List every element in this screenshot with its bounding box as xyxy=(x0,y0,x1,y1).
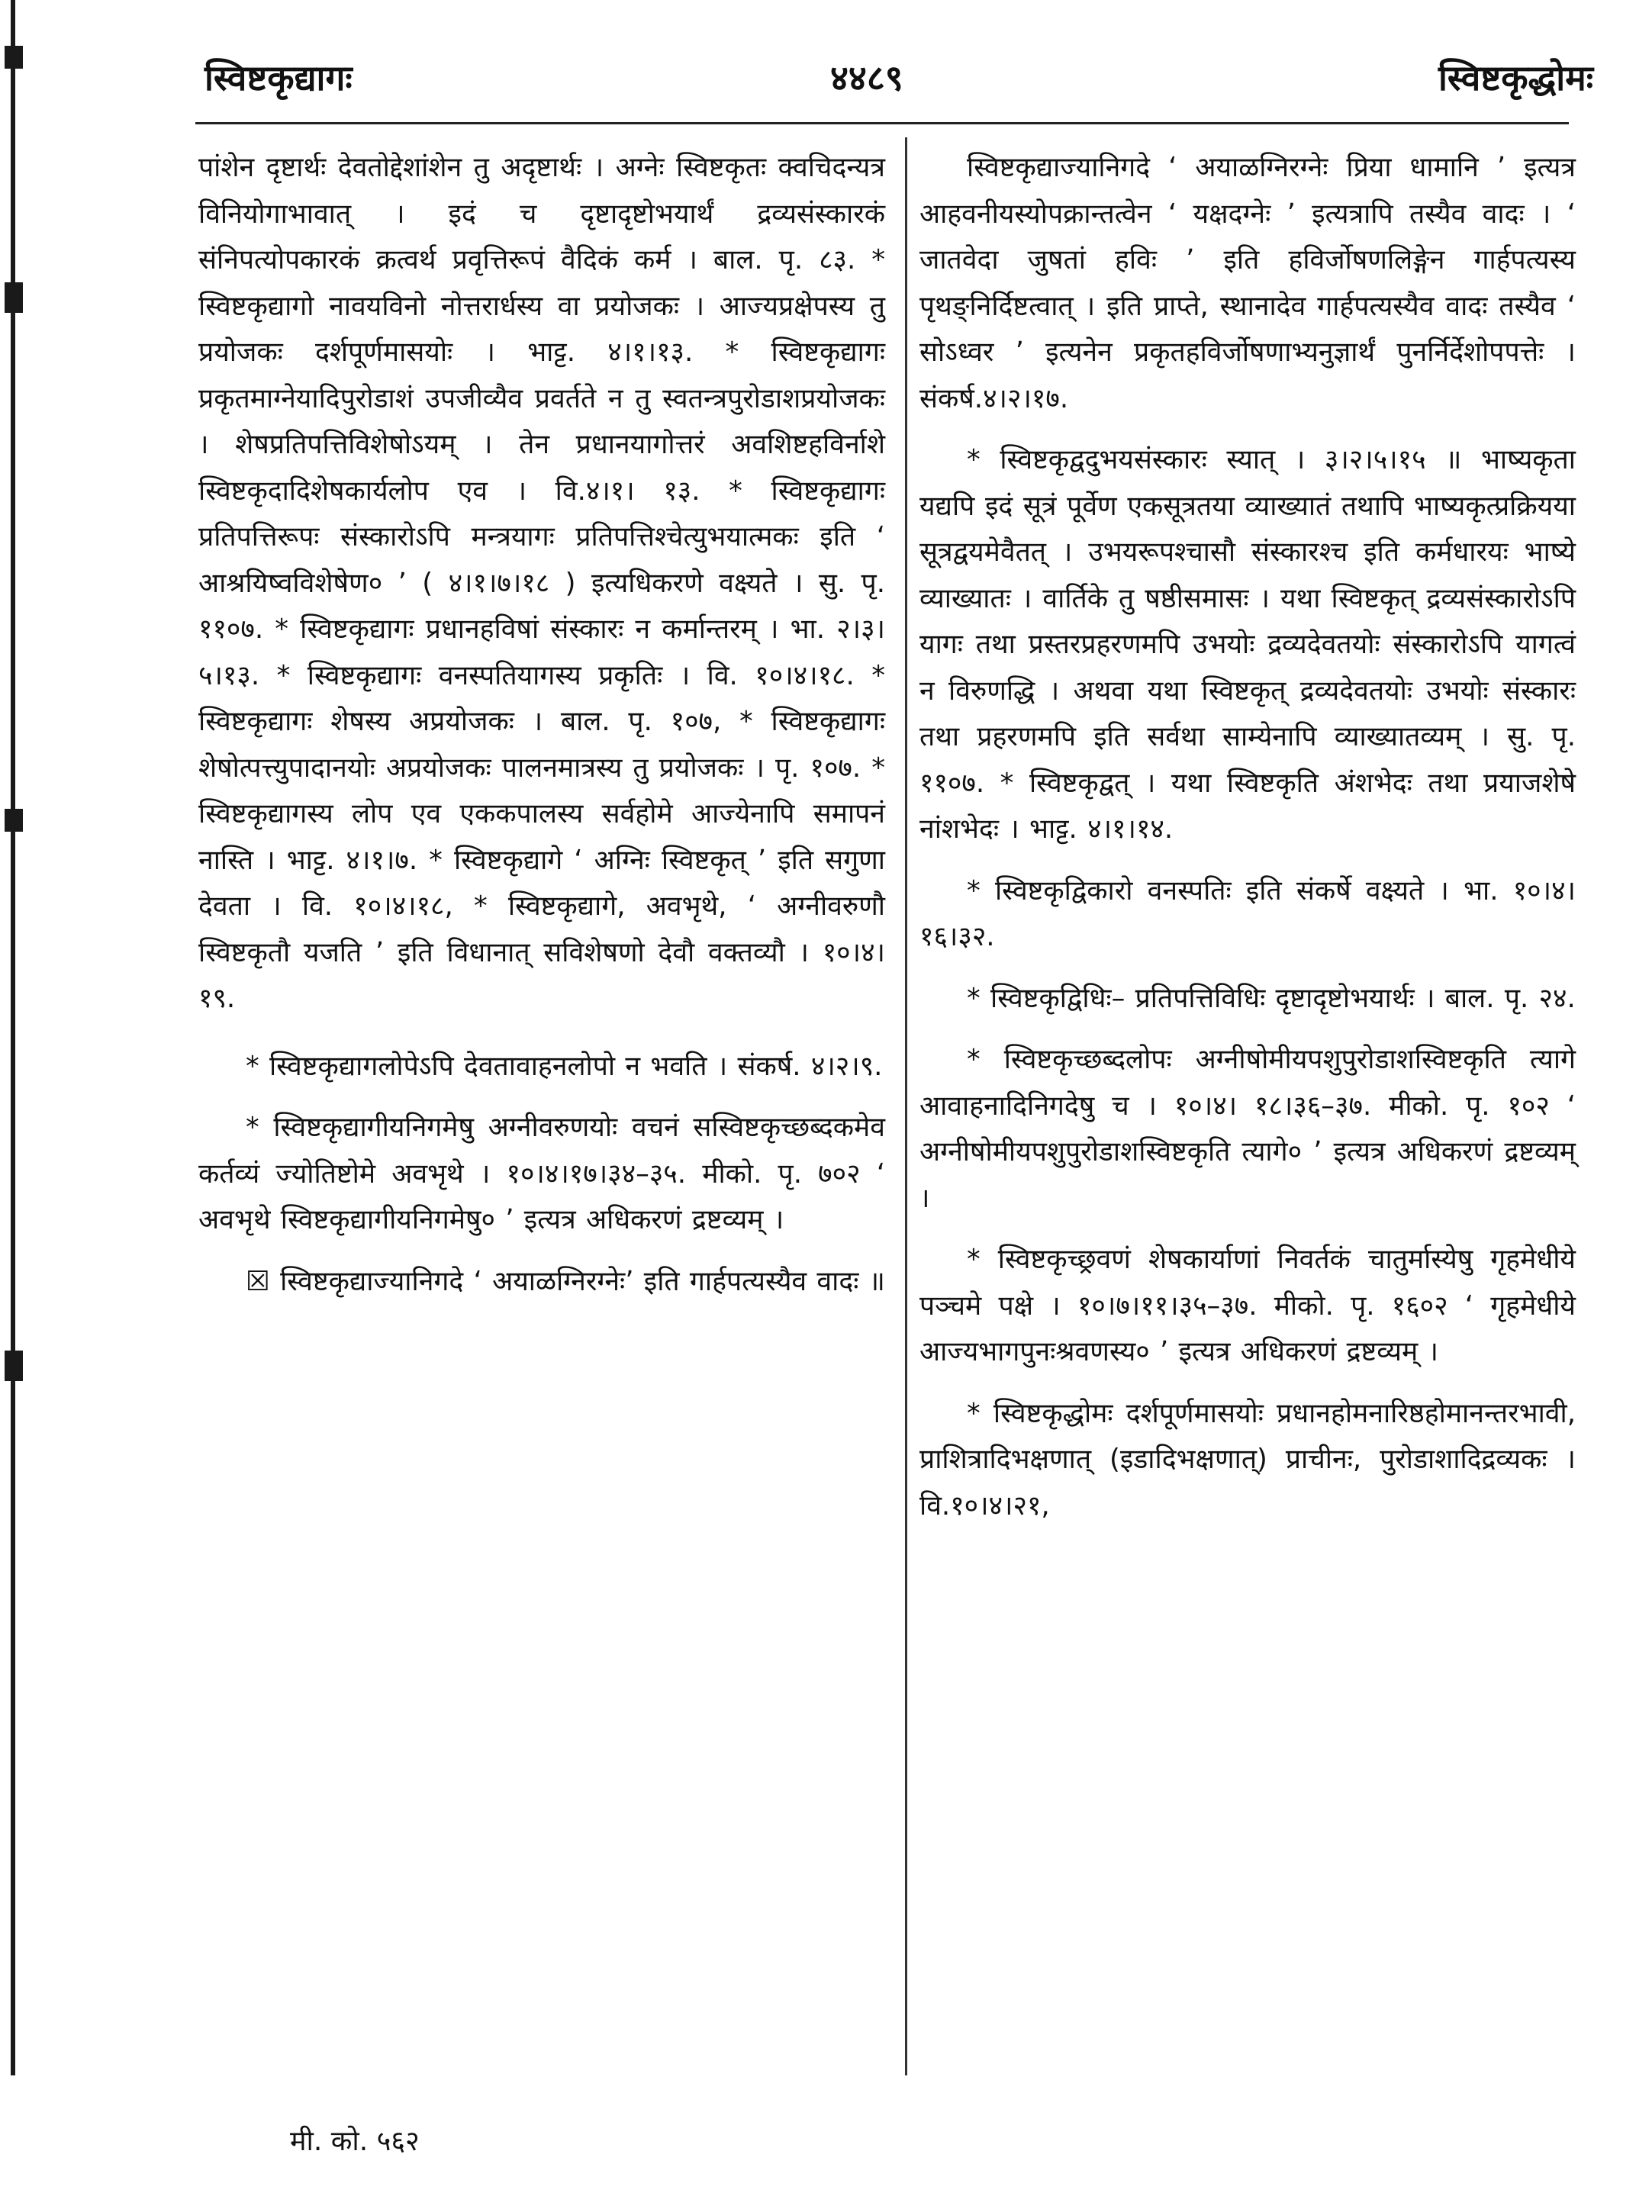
page-edge xyxy=(0,0,31,2212)
right-column xyxy=(919,145,1576,1544)
page-number: ४४८९ xyxy=(830,57,903,98)
entry-paragraph: * स्विष्टकृच्छब्दलोपः अग्नीषोमीयपशुपुरोडाशस्विष्टकृति त्यागे आवाहनादिनिगदेषु च । १०।४। १८।३६–३७. मीको. पृ. १०२ ‘ अग्नीषोमीयपशुपुरोडाशस्विष्टकृति त्यागे० ’ इत्यत्र अधिकरणं द्रष्टव्यम् । xyxy=(919,1044,1576,1214)
entry-paragraph: * स्विष्टकृद्धोमः दर्शपूर्णमासयोः प्रधानहोमनारिष्ठहोमानन्तरभावी, प्राशित्रादिभक्षणात् (इडादिभक्षणात्) प्राचीनः, पुरोडाशादिद्रव्यकः । वि.१०।४।२१, xyxy=(919,1397,1576,1521)
left-column xyxy=(198,145,885,1320)
binding-mark xyxy=(5,809,23,832)
page-footer: मी. को. ५६२ xyxy=(290,2126,420,2157)
entry-paragraph: पांशेन दृष्टार्थः देवतोद्देशांशेन तु अदृष्टार्थः । अग्नेः स्विष्टकृतः क्वचिदन्यत्र विनियोगाभावात् । इदं च दृष्टादृष्टोभयार्थं द्रव्यसंस्कारकं संनिपत्योपकारकं क्रत्वर्थ प्रवृत्तिरूपं वैदिकं कर्म । बाल. पृ. ८३. * स्विष्टकृद्यागो नावयविनो नोत्तरार्धस्य वा प्रयोजकः । आज्यप्रक्षेपस्य तु प्रयोजकः दर्शपूर्णमासयोः । भाट्ट. ४।१।१३. * स्विष्टकृद्यागः प्रकृतमाग्नेयादिपुरोडाशं उपजीव्यैव प्रवर्तते न तु स्वतन्त्रपुरोडाशप्रयोजकः । शेषप्रतिपत्तिविशेषोऽयम् । तेन प्रधानयागोत्तरं अवशिष्टहविर्नाशे स्विष्टकृदादिशेषकार्यलोप एव । वि.४।१। १३. * स्विष्टकृद्यागः प्रतिपत्तिरूपः संस्कारोऽपि मन्त्रयागः प्रतिपत्तिश्चेत्युभयात्मकः इति ‘ आश्रयिष्वविशेषेण० ’ ( ४।१।७।१८ ) इत्यधिकरणे वक्ष्यते । सु. पृ. ११०७. * स्विष्टकृद्यागः प्रधानहविषां संस्कारः न कर्मान्तरम् । भा. २।३।५।१३. * स्विष्टकृद्यागः वनस्पतियागस्य प्रकृतिः । वि. १०।४।१८. * स्विष्टकृद्यागः शेषस्य अप्रयोजकः । बाल. पृ. १०७, * स्विष्टकृद्यागः शेषोत्पत्त्युपादानयोः अप्रयोजकः पालनमात्रस्य तु प्रयोजकः । पृ. १०७. * स्विष्टकृद्यागस्य लोप एव एककपालस्य सर्वहोमे आज्येनापि समापनं नास्ति । भाट्ट. ४।१।७. * स्विष्टकृद्यागे ‘ अग्निः स्विष्टकृत् ’ इति सगुणा देवता । वि. १०।४।१८, * स्विष्टकृद्यागे, अवभृथे, ‘ अग्नीवरुणौ स्विष्टकृतौ यजति ’ इति विधानात् सविशेषणो देवौ वक्तव्यौ । १०।४।१९. xyxy=(198,152,885,1014)
page-header xyxy=(204,53,1593,114)
binding-mark xyxy=(5,1351,23,1381)
entry-paragraph: ☒ स्विष्टकृद्याज्यानिगदे ‘ अयाळग्निरग्नेः’ इति गार्हपत्यस्यैव वादः ॥ xyxy=(246,1265,885,1297)
entry-paragraph: * स्विष्टकृच्छ्रवणं शेषकार्याणां निवर्तकं चातुर्मास्येषु गृहमेधीये पञ्चमे पक्षे । १०।७।११।३५–३७. मीको. पृ. १६०२ ‘ गृहमेधीये आज्यभागपुनःश्रवणस्य० ’ इत्यत्र अधिकरणं द्रष्टव्यम् । xyxy=(919,1244,1576,1367)
entry-paragraph: * स्विष्टकृद्वदुभयसंस्कारः स्यात् । ३।२।५।१५ ॥ भाष्यकृता यद्यपि इदं सूत्रं पूर्वेण एकसूत्रतया व्याख्यातं तथापि भाष्यकृत्प्रक्रियया सूत्रद्वयमेवैतत् । उभयरूपश्चासौ संस्कारश्च इति कर्मधारयः भाष्ये व्याख्यातः । वार्तिके तु षष्ठीसमासः । यथा स्विष्टकृत् द्रव्यसंस्कारोऽपि यागः तथा प्रस्तरप्रहरणमपि उभयोः द्रव्यदेवतयोः संस्कारोऽपि यागत्वं न विरुणद्धि । अथवा यथा स्विष्टकृत् द्रव्यदेवतयोः उभयोः संस्कारः तथा प्रहरणमपि इति सर्वथा साम्येनापि व्याख्यातव्यम् । सु. पृ. ११०७. * स्विष्टकृद्वत् । यथा स्विष्टकृति अंशभेदः तथा प्रयाजशेषे नांशभेदः । भाट्ट. ४।१।१४. xyxy=(919,444,1576,845)
entry-paragraph: * स्विष्टकृद्विकारो वनस्पतिः इति संकर्षे वक्ष्यते । भा. १०।४।१६।३२. xyxy=(919,874,1576,952)
running-head-left: स्विष्टकृद्यागः xyxy=(204,57,353,98)
entry-paragraph: * स्विष्टकृद्यागलोपेऽपि देवतावाहनलोपो न भवति । संकर्ष. ४।२।९. xyxy=(246,1050,883,1082)
entry-paragraph: * स्विष्टकृद्यागीयनिगमेषु अग्नीवरुणयोः वचनं सस्विष्टकृच्छब्दकमेव कर्तव्यं ज्योतिष्टोमे अवभृथे । १०।४।१७।३४–३५. मीको. पृ. ७०२ ‘ अवभृथे स्विष्टकृद्यागीयनिगमेषु० ’ इत्यत्र अधिकरणं द्रष्टव्यम् । xyxy=(198,1112,885,1235)
entry-paragraph: * स्विष्टकृद्विधिः– प्रतिपत्तिविधिः दृष्टादृष्टोभयार्थः । बाल. पृ. २४. xyxy=(967,982,1576,1014)
entry-paragraph: स्विष्टकृद्याज्यानिगदे ‘ अयाळग्निरग्नेः प्रिया धामानि ’ इत्यत्र आहवनीयस्योपक्रान्तत्वेन ‘ यक्षदग्नेः ’ इत्यत्रापि तस्यैव वादः । ‘ जातवेदा जुषतां हविः ’ इति हविर्जोषणलिङ्गेन गार्हपत्यस्य पृथङ्निर्दिष्टत्वात् । इति प्राप्ते, स्थानादेव गार्हपत्यस्यैव वादः तस्यैव ‘ सोऽध्वर ’ इत्यनेन प्रकृतहविर्जोषणाभ्यनुज्ञार्थं पुनर्निर्देशोपपत्तेः । संकर्ष.४।२।१७. xyxy=(919,152,1576,414)
column-divider xyxy=(905,137,907,2075)
header-rule xyxy=(195,122,1569,124)
binding-mark xyxy=(5,282,23,313)
running-head-right: स्विष्टकृद्धोमः xyxy=(1438,57,1593,98)
binding-mark xyxy=(5,46,23,69)
